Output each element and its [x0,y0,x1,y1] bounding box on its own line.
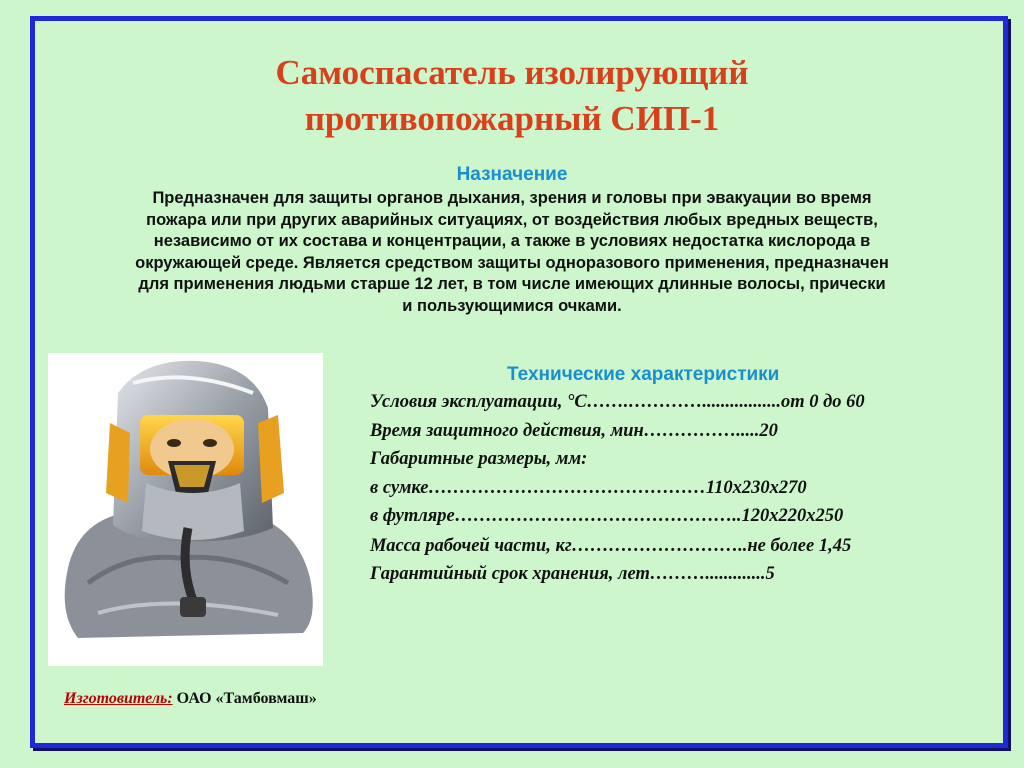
manufacturer [64,690,317,708]
purpose-heading: Назначение [456,164,568,185]
technical-specs-heading: Технические характеристики [507,364,780,385]
manufacturer-name: ОАО «Тамбовмаш» [176,690,317,707]
spec-protection-time: Время защитного действия, мин…………….....20 [370,421,778,441]
slide-title-line-1: Самоспасатель изолирующий [275,53,749,92]
product-photo [48,353,323,666]
spec-dimensions-case: в футляре………………………………………..120х220х250 [370,506,844,526]
purpose-text: Предназначен для защиты органов дыхания, зрения и головы при эвакуации во время пожара или при других аварийных ситуациях, от воздействия любых вредных веществ, независимо от их состава и концентрации, а также в условиях недостатка кислорода в окружающей среде. Является средством защиты одноразового применения, предназначен для применения людьми старше 12 лет, в том числе имеющих длинные волосы, прически и пользующимися очками. [135,189,889,315]
spec-dimensions-bag: в сумке………………………………………110х230х270 [370,478,807,498]
respirator-hood-image [48,353,323,666]
slide-title-line-2: противопожарный СИП-1 [304,99,720,138]
spec-warranty: Гарантийный срок хранения, лет……….............5 [370,564,775,584]
spec-operating-conditions: Условия эксплуатации, °С…….………….................от 0 до 60 [370,392,865,412]
manufacturer-label: Изготовитель: [64,690,173,707]
spec-mass: Масса рабочей части, кг………………………..не более 1,45 [370,536,852,556]
spec-dimensions-heading: Габаритные размеры, мм: [370,449,588,469]
